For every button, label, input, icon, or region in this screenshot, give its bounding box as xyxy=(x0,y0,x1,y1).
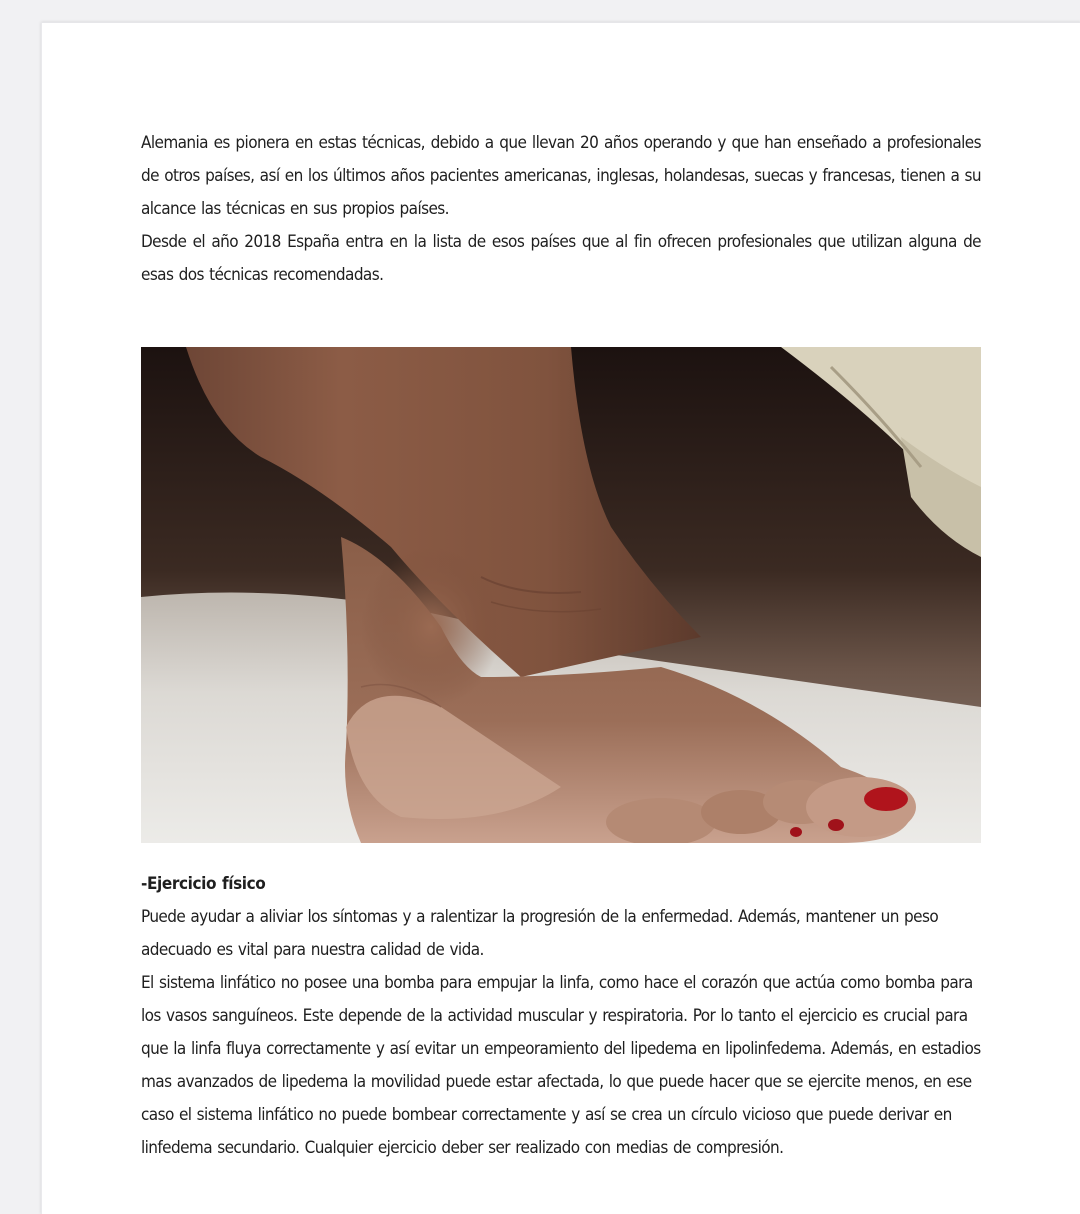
intro-text xyxy=(141,127,981,292)
intro-paragraph: Desde el año 2018 España entra en la lista de esos países que al fin ofrecen profesionales que utilizan alguna de esas dos técnicas recomendadas. xyxy=(141,232,981,285)
intro-paragraph: Alemania es pionera en estas técnicas, debido a que llevan 20 años operando y que han enseñado a profesionales de otros países, así en los últimos años pacientes americanas, inglesas, holandesas, suecas y francesas, tienen a su alcance las técnicas en sus propios países. xyxy=(141,133,981,219)
section-paragraph: Puede ayudar a aliviar los síntomas y a ralentizar la progresión de la enfermedad. Además, mantener un peso adecuado es vital para nuestra calidad de vida. xyxy=(141,907,939,960)
foot-illustration xyxy=(141,347,981,843)
swollen-ankle-photo xyxy=(141,347,981,843)
section-paragraph: El sistema linfático no posee una bomba para empujar la linfa, como hace el corazón que actúa como bomba para los vasos sanguíneos. Este depende de la actividad muscular y respiratoria. Por lo tanto el ejercicio es crucial para que la linfa fluya correctamente y así evitar un empeoramiento del lipedema en lipolinfedema. Además, en estadios mas avanzados de lipedema la movilidad puede estar afectada, lo que puede hacer que se ejercite menos, en ese caso el sistema linfático no puede bombear correctamente y así se crea un círculo vicioso que puede derivar en linfedema secundario. Cualquier ejercicio deber ser realizado con medias de compresión. xyxy=(141,973,981,1158)
document-page xyxy=(41,22,1080,1214)
exercise-section xyxy=(141,868,981,1165)
section-heading: -Ejercicio físico xyxy=(141,874,266,894)
